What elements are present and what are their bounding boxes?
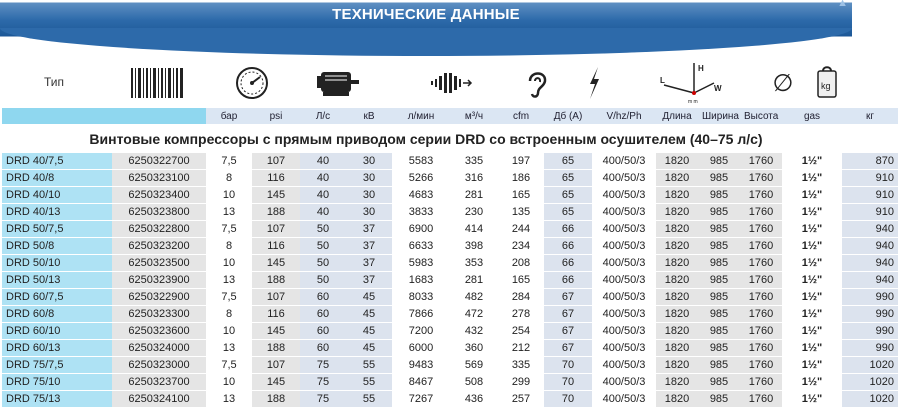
article-cell: 6250323100 [112, 170, 206, 187]
table-row [2, 238, 898, 255]
type-unit [2, 108, 112, 124]
pressure-psi-cell: 145 [252, 187, 300, 204]
pressure-bar-cell: 10 [206, 255, 252, 272]
section-title: Винтовые компрессоры с прямым приводом серии DRD со встроенным осушителем (40–75 л/с) [89, 131, 763, 147]
width-cell: 985 [698, 323, 740, 340]
flow-ls-cell: 40 [300, 170, 346, 187]
gas-connection-cell: 1½" [782, 323, 842, 340]
airflow-icon [428, 60, 474, 106]
length-cell: 1820 [656, 391, 698, 408]
width-cell: 985 [698, 221, 740, 238]
table-row [2, 221, 898, 238]
flow-cfm-unit: cfm [498, 108, 544, 124]
pressure-bar-cell: 7,5 [206, 153, 252, 170]
noise-db-cell: 65 [544, 153, 592, 170]
flow-m3h-cell: 281 [450, 187, 498, 204]
model-cell: DRD 40/7,5 [2, 153, 112, 170]
gas-connection-cell: 1½" [782, 221, 842, 238]
voltage-cell: 400/50/3 [592, 153, 656, 170]
flow-ls-cell: 50 [300, 221, 346, 238]
flow-cfm-cell: 135 [498, 204, 544, 221]
gas-connection-cell: 1½" [782, 204, 842, 221]
weight-cell: 910 [842, 170, 898, 187]
table-row [2, 153, 898, 170]
flow-cfm-cell: 254 [498, 323, 544, 340]
voltage-unit: V/hz/Ph [592, 108, 656, 124]
width-cell: 985 [698, 238, 740, 255]
pressure-bar-cell: 13 [206, 391, 252, 408]
gas-unit: gas [782, 108, 842, 124]
dimension-w-label: W [714, 84, 722, 93]
flow-cfm-cell: 335 [498, 357, 544, 374]
height-cell: 1760 [740, 204, 782, 221]
pressure-psi-cell: 145 [252, 374, 300, 391]
flow-lmin-cell: 9483 [392, 357, 450, 374]
pressure-bar-cell: 13 [206, 204, 252, 221]
diameter-symbol: ∅ [772, 69, 794, 97]
flow-lmin-unit: л/мин [392, 108, 450, 124]
data-table [2, 153, 898, 408]
height-cell: 1760 [740, 170, 782, 187]
weight-cell: 1020 [842, 374, 898, 391]
voltage-cell: 400/50/3 [592, 289, 656, 306]
flow-lmin-cell: 6900 [392, 221, 450, 238]
article-cell: 6250323200 [112, 238, 206, 255]
flow-m3h-cell: 335 [450, 153, 498, 170]
flow-ls-cell: 50 [300, 255, 346, 272]
weight-cell: 910 [842, 204, 898, 221]
noise-db-cell: 66 [544, 272, 592, 289]
model-cell: DRD 40/13 [2, 204, 112, 221]
icon-header-row [0, 60, 852, 106]
height-cell: 1760 [740, 187, 782, 204]
pressure-psi-cell: 188 [252, 340, 300, 357]
flow-ls-cell: 50 [300, 272, 346, 289]
pressure-psi-unit: psi [252, 108, 300, 124]
article-cell: 6250323800 [112, 204, 206, 221]
pressure-bar-cell: 8 [206, 170, 252, 187]
banner-curve [0, 28, 852, 56]
noise-unit: Дб (A) [544, 108, 592, 124]
width-cell: 985 [698, 357, 740, 374]
flow-cfm-cell: 244 [498, 221, 544, 238]
power-kw-cell: 45 [346, 289, 392, 306]
flow-cfm-cell: 278 [498, 306, 544, 323]
pressure-psi-cell: 116 [252, 306, 300, 323]
flow-lmin-cell: 6633 [392, 238, 450, 255]
weight-cell: 940 [842, 221, 898, 238]
electricity-bolt-icon [582, 60, 606, 106]
weight-cell: 990 [842, 289, 898, 306]
gas-connection-cell: 1½" [782, 289, 842, 306]
height-cell: 1760 [740, 153, 782, 170]
flow-lmin-cell: 8033 [392, 289, 450, 306]
flow-cfm-cell: 212 [498, 340, 544, 357]
noise-db-cell: 67 [544, 306, 592, 323]
flow-cfm-cell: 284 [498, 289, 544, 306]
voltage-cell: 400/50/3 [592, 323, 656, 340]
gas-connection-cell: 1½" [782, 391, 842, 408]
article-cell: 6250323900 [112, 272, 206, 289]
width-cell: 985 [698, 204, 740, 221]
flow-lmin-cell: 8467 [392, 374, 450, 391]
flow-lmin-cell: 7866 [392, 306, 450, 323]
width-cell: 985 [698, 272, 740, 289]
length-cell: 1820 [656, 221, 698, 238]
pressure-psi-cell: 116 [252, 170, 300, 187]
pressure-bar-cell: 10 [206, 374, 252, 391]
pressure-bar-cell: 7,5 [206, 357, 252, 374]
power-kw-cell: 30 [346, 153, 392, 170]
flow-cfm-cell: 208 [498, 255, 544, 272]
power-kw-cell: 45 [346, 306, 392, 323]
height-cell: 1760 [740, 289, 782, 306]
pressure-bar-cell: 7,5 [206, 221, 252, 238]
flow-lmin-cell: 5266 [392, 170, 450, 187]
length-cell: 1820 [656, 153, 698, 170]
pressure-bar-cell: 8 [206, 238, 252, 255]
weight-kg-label: kg [821, 81, 831, 91]
power-kw-cell: 30 [346, 204, 392, 221]
flow-m3h-cell: 472 [450, 306, 498, 323]
noise-db-cell: 66 [544, 238, 592, 255]
width-cell: 985 [698, 187, 740, 204]
model-cell: DRD 50/13 [2, 272, 112, 289]
pressure-bar-cell: 10 [206, 323, 252, 340]
weight-cell: 990 [842, 306, 898, 323]
height-cell: 1760 [740, 357, 782, 374]
motor-icon [313, 60, 363, 106]
article-cell: 6250323000 [112, 357, 206, 374]
gas-connection-cell: 1½" [782, 238, 842, 255]
gas-connection-cell: 1½" [782, 153, 842, 170]
noise-db-cell: 65 [544, 187, 592, 204]
length-cell: 1820 [656, 340, 698, 357]
height-cell: 1760 [740, 255, 782, 272]
height-unit: Высота [740, 108, 782, 124]
barcode-icon [127, 60, 187, 106]
article-unit [112, 108, 206, 124]
gas-connection-cell: 1½" [782, 374, 842, 391]
flow-m3h-cell: 281 [450, 272, 498, 289]
height-cell: 1760 [740, 221, 782, 238]
voltage-cell: 400/50/3 [592, 272, 656, 289]
weight-cell: 990 [842, 323, 898, 340]
pressure-bar-cell: 8 [206, 306, 252, 323]
article-cell: 6250323300 [112, 306, 206, 323]
gas-connection-cell: 1½" [782, 340, 842, 357]
flow-ls-cell: 50 [300, 238, 346, 255]
pressure-psi-cell: 188 [252, 272, 300, 289]
flow-cfm-cell: 186 [498, 170, 544, 187]
pressure-psi-cell: 107 [252, 289, 300, 306]
weight-cell: 940 [842, 255, 898, 272]
width-cell: 985 [698, 340, 740, 357]
flow-cfm-cell: 299 [498, 374, 544, 391]
weight-cell: 910 [842, 187, 898, 204]
article-cell: 6250324000 [112, 340, 206, 357]
dimension-mm-label: m m [688, 99, 698, 105]
model-cell: DRD 75/13 [2, 391, 112, 408]
weight-cell: 870 [842, 153, 898, 170]
noise-db-cell: 70 [544, 374, 592, 391]
noise-db-cell: 65 [544, 170, 592, 187]
noise-db-cell: 67 [544, 340, 592, 357]
voltage-cell: 400/50/3 [592, 170, 656, 187]
table-row [2, 323, 898, 340]
model-cell: DRD 50/7,5 [2, 221, 112, 238]
flow-cfm-cell: 257 [498, 391, 544, 408]
type-label: Тип [44, 75, 65, 89]
table-row [2, 187, 898, 204]
pressure-psi-cell: 188 [252, 204, 300, 221]
power-kw-cell: 30 [346, 187, 392, 204]
flow-ls-unit: Л/с [300, 108, 346, 124]
flow-lmin-cell: 7200 [392, 323, 450, 340]
weight-cell: 990 [842, 340, 898, 357]
pressure-psi-cell: 145 [252, 255, 300, 272]
model-cell: DRD 75/10 [2, 374, 112, 391]
noise-db-cell: 65 [544, 204, 592, 221]
flow-m3h-cell: 230 [450, 204, 498, 221]
model-cell: DRD 75/7,5 [2, 357, 112, 374]
header-banner [0, 0, 852, 58]
table-row [2, 374, 898, 391]
dimension-l-label: L [660, 76, 665, 85]
dimensions-icon [652, 60, 732, 106]
pressure-bar-cell: 13 [206, 340, 252, 357]
flow-ls-cell: 40 [300, 153, 346, 170]
voltage-cell: 400/50/3 [592, 340, 656, 357]
length-cell: 1820 [656, 306, 698, 323]
flow-lmin-cell: 7267 [392, 391, 450, 408]
weight-cell: 940 [842, 272, 898, 289]
length-cell: 1820 [656, 357, 698, 374]
table-row [2, 272, 898, 289]
flow-m3h-cell: 360 [450, 340, 498, 357]
power-kw-cell: 37 [346, 255, 392, 272]
model-cell: DRD 50/8 [2, 238, 112, 255]
flow-ls-cell: 40 [300, 187, 346, 204]
voltage-cell: 400/50/3 [592, 306, 656, 323]
height-cell: 1760 [740, 272, 782, 289]
model-cell: DRD 60/7,5 [2, 289, 112, 306]
flow-ls-cell: 60 [300, 323, 346, 340]
article-cell: 6250323700 [112, 374, 206, 391]
length-cell: 1820 [656, 374, 698, 391]
length-cell: 1820 [656, 187, 698, 204]
pressure-bar-cell: 13 [206, 272, 252, 289]
power-kw-cell: 37 [346, 238, 392, 255]
power-kw-cell: 55 [346, 391, 392, 408]
pressure-psi-cell: 188 [252, 391, 300, 408]
voltage-cell: 400/50/3 [592, 391, 656, 408]
length-cell: 1820 [656, 272, 698, 289]
flow-m3h-cell: 414 [450, 221, 498, 238]
article-cell: 6250322900 [112, 289, 206, 306]
article-cell: 6250322800 [112, 221, 206, 238]
height-cell: 1760 [740, 238, 782, 255]
voltage-cell: 400/50/3 [592, 357, 656, 374]
model-cell: DRD 60/10 [2, 323, 112, 340]
noise-db-cell: 70 [544, 357, 592, 374]
voltage-cell: 400/50/3 [592, 204, 656, 221]
weight-unit: кг [842, 108, 898, 124]
noise-db-cell: 67 [544, 323, 592, 340]
page-title: ТЕХНИЧЕСКИЕ ДАННЫЕ [332, 6, 520, 23]
flow-lmin-cell: 5583 [392, 153, 450, 170]
power-kw-cell: 37 [346, 272, 392, 289]
model-cell: DRD 60/8 [2, 306, 112, 323]
flow-lmin-cell: 4683 [392, 187, 450, 204]
flow-ls-cell: 60 [300, 306, 346, 323]
diameter-icon [768, 60, 798, 106]
power-kw-cell: 37 [346, 221, 392, 238]
flow-m3h-unit: м³/ч [450, 108, 498, 124]
flow-m3h-cell: 432 [450, 323, 498, 340]
height-cell: 1760 [740, 323, 782, 340]
article-cell: 6250324100 [112, 391, 206, 408]
flow-lmin-cell: 6000 [392, 340, 450, 357]
height-cell: 1760 [740, 306, 782, 323]
gas-connection-cell: 1½" [782, 272, 842, 289]
power-kw-cell: 30 [346, 170, 392, 187]
model-cell: DRD 40/10 [2, 187, 112, 204]
flow-m3h-cell: 436 [450, 391, 498, 408]
noise-db-cell: 67 [544, 289, 592, 306]
voltage-cell: 400/50/3 [592, 238, 656, 255]
weight-cell: 940 [842, 238, 898, 255]
units-header [2, 108, 898, 124]
gas-connection-cell: 1½" [782, 306, 842, 323]
noise-db-cell: 66 [544, 221, 592, 238]
article-cell: 6250323600 [112, 323, 206, 340]
flow-cfm-cell: 234 [498, 238, 544, 255]
voltage-cell: 400/50/3 [592, 221, 656, 238]
corner-arrow-icon: ▲ [837, 0, 848, 9]
flow-m3h-cell: 569 [450, 357, 498, 374]
table-row [2, 255, 898, 272]
voltage-cell: 400/50/3 [592, 255, 656, 272]
flow-m3h-cell: 316 [450, 170, 498, 187]
width-cell: 985 [698, 170, 740, 187]
table-row [2, 306, 898, 323]
length-cell: 1820 [656, 255, 698, 272]
height-cell: 1760 [740, 374, 782, 391]
flow-m3h-cell: 508 [450, 374, 498, 391]
length-cell: 1820 [656, 238, 698, 255]
pressure-psi-cell: 107 [252, 357, 300, 374]
length-cell: 1820 [656, 204, 698, 221]
length-cell: 1820 [656, 170, 698, 187]
flow-lmin-cell: 3833 [392, 204, 450, 221]
table-row [2, 391, 898, 408]
flow-ls-cell: 75 [300, 357, 346, 374]
pressure-psi-cell: 107 [252, 153, 300, 170]
article-cell: 6250323400 [112, 187, 206, 204]
power-kw-cell: 45 [346, 323, 392, 340]
gas-connection-cell: 1½" [782, 255, 842, 272]
flow-m3h-cell: 482 [450, 289, 498, 306]
voltage-cell: 400/50/3 [592, 374, 656, 391]
flow-m3h-cell: 353 [450, 255, 498, 272]
table-row [2, 289, 898, 306]
pressure-psi-cell: 116 [252, 238, 300, 255]
flow-m3h-cell: 398 [450, 238, 498, 255]
pressure-psi-cell: 145 [252, 323, 300, 340]
gas-connection-cell: 1½" [782, 187, 842, 204]
flow-lmin-cell: 1683 [392, 272, 450, 289]
pressure-psi-cell: 107 [252, 221, 300, 238]
flow-ls-cell: 75 [300, 374, 346, 391]
flow-cfm-cell: 165 [498, 272, 544, 289]
pressure-bar-unit: бар [206, 108, 252, 124]
power-kw-unit: кВ [346, 108, 392, 124]
width-cell: 985 [698, 153, 740, 170]
width-cell: 985 [698, 289, 740, 306]
flow-cfm-cell: 197 [498, 153, 544, 170]
gas-connection-cell: 1½" [782, 357, 842, 374]
height-cell: 1760 [740, 340, 782, 357]
article-cell: 6250323500 [112, 255, 206, 272]
flow-lmin-cell: 5983 [392, 255, 450, 272]
dimension-h-label: H [698, 64, 704, 73]
noise-db-cell: 66 [544, 255, 592, 272]
width-cell: 985 [698, 306, 740, 323]
pressure-gauge-icon [232, 60, 272, 106]
pressure-bar-cell: 7,5 [206, 289, 252, 306]
length-cell: 1820 [656, 289, 698, 306]
width-unit: Ширина [698, 108, 740, 124]
flow-ls-cell: 60 [300, 340, 346, 357]
width-cell: 985 [698, 374, 740, 391]
ear-noise-icon [523, 60, 551, 106]
model-cell: DRD 50/10 [2, 255, 112, 272]
flow-ls-cell: 40 [300, 204, 346, 221]
pressure-bar-cell: 10 [206, 187, 252, 204]
model-cell: DRD 40/8 [2, 170, 112, 187]
table-row [2, 357, 898, 374]
weight-cell: 1020 [842, 357, 898, 374]
model-cell: DRD 60/13 [2, 340, 112, 357]
article-cell: 6250322700 [112, 153, 206, 170]
height-cell: 1760 [740, 391, 782, 408]
flow-ls-cell: 75 [300, 391, 346, 408]
flow-ls-cell: 60 [300, 289, 346, 306]
table-row [2, 204, 898, 221]
power-kw-cell: 45 [346, 340, 392, 357]
weight-icon [812, 60, 842, 106]
flow-cfm-cell: 165 [498, 187, 544, 204]
length-unit: Длина [656, 108, 698, 124]
width-cell: 985 [698, 255, 740, 272]
noise-db-cell: 70 [544, 391, 592, 408]
voltage-cell: 400/50/3 [592, 187, 656, 204]
gas-connection-cell: 1½" [782, 170, 842, 187]
power-kw-cell: 55 [346, 374, 392, 391]
length-cell: 1820 [656, 323, 698, 340]
power-kw-cell: 55 [346, 357, 392, 374]
weight-cell: 1020 [842, 391, 898, 408]
table-row [2, 340, 898, 357]
width-cell: 985 [698, 391, 740, 408]
table-row [2, 170, 898, 187]
